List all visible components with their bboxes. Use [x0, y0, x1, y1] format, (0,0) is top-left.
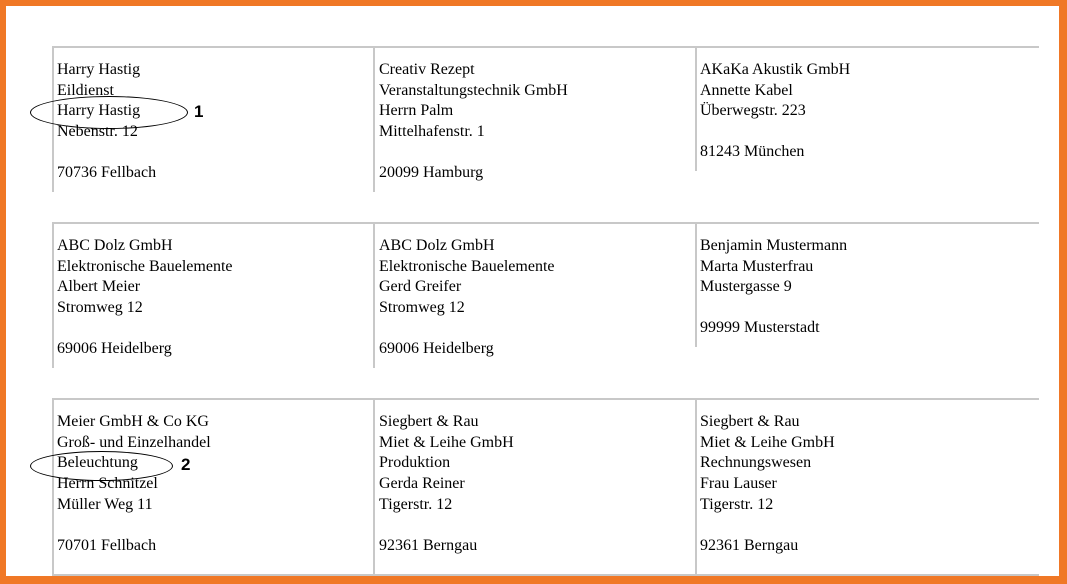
address-line: Elektronische Bauelemente: [379, 257, 555, 275]
address-line: Harry Hastig: [57, 61, 141, 78]
address-line: Annette Kabel: [700, 81, 793, 99]
column-divider: [52, 398, 54, 574]
address-city: 92361 Berngau: [700, 536, 799, 554]
address-label: [700, 60, 1010, 163]
address-line: Rechnungswesen: [700, 454, 812, 472]
address-city: 20099 Hamburg: [379, 163, 484, 181]
address-line: Siegbert & Rau: [379, 413, 479, 430]
address-line: Eildienst: [57, 81, 114, 99]
address-line: ABC Dolz GmbH: [57, 237, 173, 254]
highlight-ellipse: [30, 451, 173, 481]
address-city: 81243 München: [700, 143, 805, 161]
address-label: [700, 236, 1010, 339]
row-divider: [52, 222, 1039, 224]
address-city: 99999 Musterstadt: [700, 319, 820, 337]
address-line: Herrn Schnitzel: [57, 475, 158, 493]
highlight-ellipse: [30, 96, 188, 129]
column-divider: [695, 222, 697, 347]
address-line: Frau Lauser: [700, 475, 777, 493]
address-line: Tigerstr. 12: [379, 495, 453, 513]
address-line: Herrn Palm: [379, 102, 454, 120]
address-line: Stromweg 12: [379, 299, 465, 317]
address-line: Groß- und Einzelhandel: [57, 433, 211, 451]
address-city: 70701 Fellbach: [57, 536, 157, 554]
marker-number: 1: [194, 102, 204, 121]
address-city: 69006 Heidelberg: [57, 339, 172, 357]
row-divider: [52, 46, 1039, 48]
column-divider: [373, 222, 375, 368]
column-divider: [695, 46, 697, 171]
address-line: Benjamin Mustermann: [700, 237, 848, 254]
address-line: Nebenstr. 12: [57, 123, 138, 141]
address-line: ABC Dolz GmbH: [379, 237, 495, 254]
address-line: Tigerstr. 12: [700, 495, 774, 513]
address-city: 92361 Berngau: [379, 536, 478, 554]
address-line: Gerd Greifer: [379, 278, 462, 296]
address-line: Überwegstr. 223: [700, 102, 806, 120]
address-city: 69006 Heidelberg: [379, 339, 494, 357]
address-label: [379, 412, 689, 556]
row-divider: [52, 398, 1039, 400]
address-line: Mittelhafenstr. 1: [379, 123, 485, 141]
column-divider: [695, 398, 697, 574]
address-line: Müller Weg 11: [57, 495, 153, 513]
address-line: Marta Musterfrau: [700, 257, 814, 275]
address-label: [379, 60, 689, 184]
address-line: AKaKa Akustik GmbH: [700, 61, 851, 78]
address-line: Creativ Rezept: [379, 61, 475, 78]
address-line: Siegbert & Rau: [700, 413, 800, 430]
address-line: Mustergasse 9: [700, 278, 792, 296]
address-label: [57, 412, 367, 556]
marker-number: 2: [181, 455, 191, 474]
column-divider: [373, 46, 375, 192]
address-label: [57, 236, 367, 360]
label-sheet: [6, 6, 1059, 576]
address-line: Stromweg 12: [57, 299, 143, 317]
address-label: [700, 412, 1010, 556]
address-label: [379, 236, 689, 360]
address-line: Beleuchtung: [57, 454, 138, 472]
address-line: Produktion: [379, 454, 451, 472]
column-divider: [52, 222, 54, 368]
address-line: Albert Meier: [57, 278, 141, 296]
column-divider: [373, 398, 375, 574]
address-line: Miet & Leihe GmbH: [379, 433, 514, 451]
address-line: Meier GmbH & Co KG: [57, 413, 209, 430]
row-divider: [52, 574, 1039, 576]
address-line: Veranstaltungstechnik GmbH: [379, 81, 568, 99]
address-city: 70736 Fellbach: [57, 163, 157, 181]
address-line: Gerda Reiner: [379, 475, 465, 493]
address-line: Elektronische Bauelemente: [57, 257, 233, 275]
address-line: Harry Hastig: [57, 102, 141, 120]
address-line: Miet & Leihe GmbH: [700, 433, 835, 451]
